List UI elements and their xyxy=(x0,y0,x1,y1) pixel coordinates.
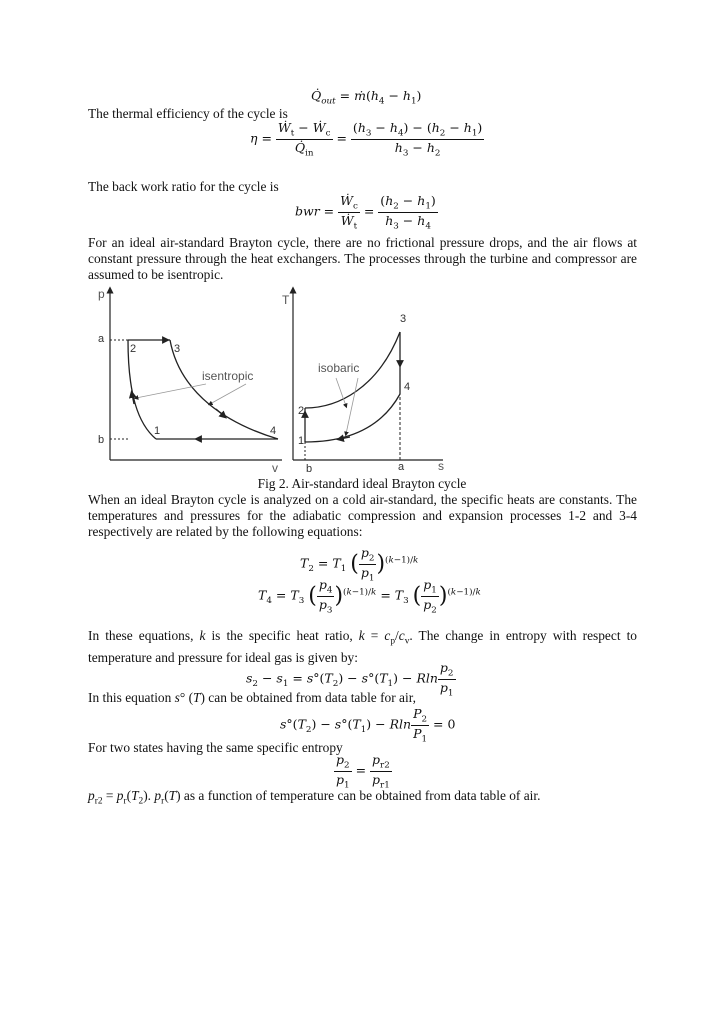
efficiency-equation: η = $\frac{Ẇ_t - Ẇ_c}{Q̇_{in}}$ = $\frac{(h_3 - h_4) - (h_2 - h_1)}{h_3 - h_2}$ xyxy=(250,120,483,158)
ts-axis-s: s xyxy=(438,459,444,473)
ts-tick-a: a xyxy=(398,461,405,473)
ts-diagram xyxy=(282,290,444,474)
brayton-paragraph: For an ideal air-standard Brayton cycle, there are no frictional pressure drops, and the air flows at constant pressure through the heat exchangers. The processes through the turbine and compressor are assumed to be isentropic. xyxy=(88,235,637,282)
pv-level-b: b xyxy=(98,434,105,446)
pv-diagram xyxy=(98,287,282,474)
specific-heat-paragraph: In these equations, k is the specific heat ratio, $k = c_p/c_v$. The change in entropy with respect to temperature and pressure for ideal gas is given by: xyxy=(88,628,637,665)
same-entropy-line: For two states having the same specific entropy xyxy=(88,740,343,755)
ts-isobaric-label: isobaric xyxy=(318,361,360,375)
ts-state-4: 4 xyxy=(404,381,411,393)
data-table-paragraph: In this equation s° (T) can be obtained from data table for air, xyxy=(88,690,416,705)
efficiency-intro: The thermal efficiency of the cycle is xyxy=(88,106,288,121)
bwr-equation: bwr = $\frac{Ẇ_c}{Ẇ_t}$ = $\frac{(h_2 - h_1)}{h_3 - h_4}$ xyxy=(295,193,436,231)
bwr-intro: The back work ratio for the cycle is xyxy=(88,179,279,194)
t4-equation: $T_4 = T_3$ ( $\frac{p_4}{p_3}$ )$^{(k-1)/k} = T_3$ ( $\frac{p_1}{p_2}$ )$^{(k-1)/k}$ xyxy=(258,577,481,615)
pv-state-4: 4 xyxy=(270,425,277,437)
pr-definition-line: $p_{r2} = p_r(T_2)$. $p_r(T)$ as a function of temperature can be obtained from data table of air. xyxy=(88,788,541,807)
cold-air-paragraph: When an ideal Brayton cycle is analyzed on a cold air-standard, the specific heats are constants. The temperatures and pressures for the adiabatic compression and expansion processes 1-2 and 3-4 respectively are related by the following equations: xyxy=(88,492,637,539)
pv-level-a: a xyxy=(98,333,105,345)
ts-state-3: 3 xyxy=(400,313,407,325)
brayton-cycle-figure xyxy=(88,284,468,474)
t2-equation: $T_2 = T_1$ ( $\frac{p_2}{p_1}$ )$^{(k-1)/k}$ xyxy=(300,545,419,583)
pv-state-2: 2 xyxy=(130,343,137,355)
pr-ratio-equation: $\frac{p_2}{p_1}$ = $\frac{p_{r2}}{p_{r1}}$ xyxy=(336,752,390,790)
pv-state-3: 3 xyxy=(174,343,181,355)
ts-state-1: 1 xyxy=(298,435,305,447)
pv-axis-v: v xyxy=(272,461,278,474)
entropy-zero-equation: $s^\circ(T_2) - s^\circ(T_1) - Rln$ $\frac{P_2}{P_1}$ = 0 xyxy=(280,706,456,744)
qout-equation: $Q̇_{out}$ = $ṁ(h_4 - h_1)$ xyxy=(311,88,422,107)
entropy-equation: $s_2 - s_1 = s^\circ(T_2) - s^\circ(T_1) - Rln$ $\frac{p_2}{p_1}$ xyxy=(246,660,454,698)
ts-axis-t: T xyxy=(282,293,290,307)
pv-isentropic-label: isentropic xyxy=(202,369,254,383)
ts-tick-b: b xyxy=(306,463,313,474)
figure-caption: Fig 2. Air-standard ideal Brayton cycle xyxy=(257,476,467,491)
pv-axis-p: p xyxy=(98,287,105,301)
ts-state-2: 2 xyxy=(298,405,305,417)
pv-state-1: 1 xyxy=(154,425,161,437)
